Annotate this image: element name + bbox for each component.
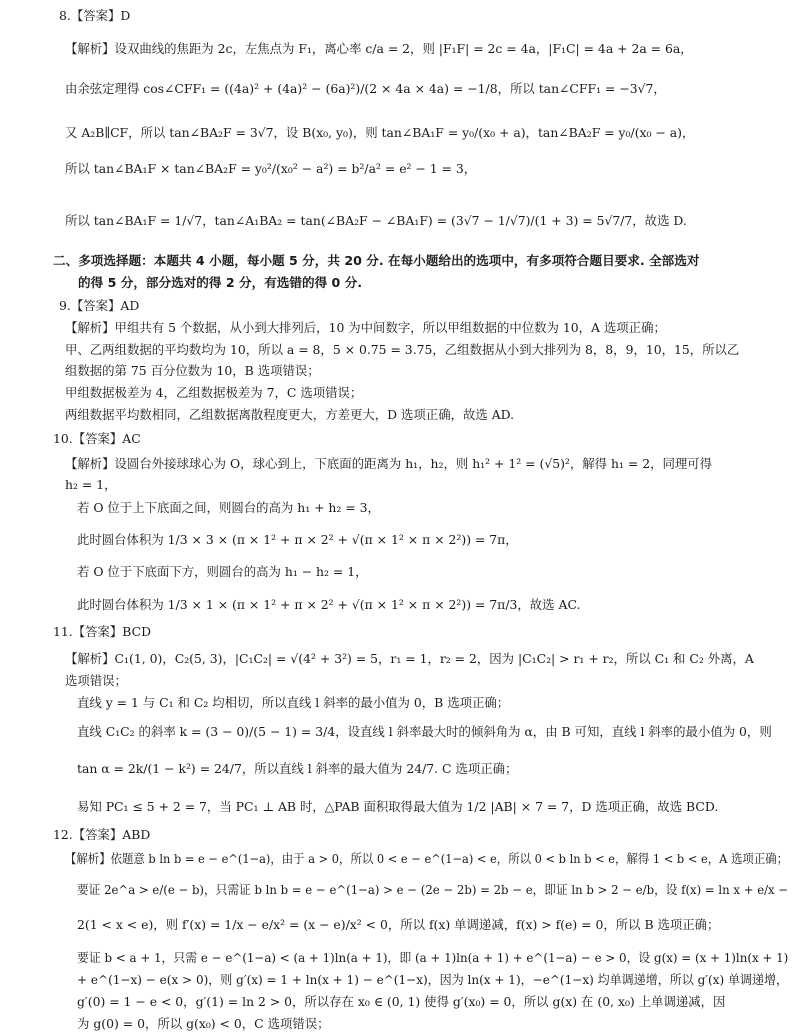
text-line: 所以 tan∠BA₁F × tan∠BA₂F = y₀²/(x₀² − a²) = b²/a² = e² − 1 = 3，: [65, 161, 477, 176]
text-line: 甲组数据极差为 4，乙组数据极差为 7，C 选项错误；: [65, 385, 363, 400]
text-line: 11.【答案】BCD: [53, 624, 152, 639]
text-line: 要证 b < a + 1，只需 e − e^(1−a) < (a + 1)ln(a + 1)，即 (a + 1)ln(a + 1) + e^(1−a) − e > 0，设 g(x) = (x + 1)ln(x + 1): [77, 950, 789, 965]
text-line: 所以 tan∠BA₁F = 1/√7，tan∠A₁BA₂ = tan(∠BA₂F − ∠BA₁F) = (3√7 − 1/√7)/(1 + 3) = 5√7/7，故选 D.: [65, 213, 687, 228]
text-line: 又 A₂B∥CF，所以 tan∠BA₂F = 3√7，设 B(x₀, y₀)，则 tan∠BA₁F = y₀/(x₀ + a)，tan∠BA₂F = y₀/(x₀ − a)，: [65, 125, 695, 140]
text-line: 选项错误；: [65, 673, 127, 688]
text-line: 10.【答案】AC: [53, 431, 141, 446]
text-line: 【解析】依题意 b ln b = e − e^(1−a)，由于 a > 0，所以 0 < e − e^(1−a) < e，所以 0 < b ln b < e，解得 1 < b < e，A 选项正确；: [65, 851, 789, 866]
text-line: 要证 2e^a > e/(e − b)，只需证 b ln b = e − e^(1−a) > e − (2e − 2b) = 2b − e，即证 ln b > 2 − e/b，设 f(x) = ln x + e/x −: [77, 882, 789, 897]
text-line: 此时圆台体积为 1/3 × 3 × (π × 1² + π × 2² + √(π × 1² × π × 2²)) = 7π，: [77, 532, 518, 547]
text-line: 【解析】设圆台外接球球心为 O，球心到上，下底面的距离为 h₁，h₂，则 h₁² + 1² = (√5)²，解得 h₁ = 2，同理可得: [65, 456, 713, 471]
text-line: 直线 C₁C₂ 的斜率 k = (3 − 0)/(5 − 1) = 3/4，设直线 l 斜率最大时的倾斜角为 α，由 B 可知，直线 l 斜率的最小值为 0，则: [77, 724, 772, 739]
section-heading-line: 二、多项选择题：本题共 4 小题，每小题 5 分，共 20 分. 在每小题给出的选项中，有多项符合题目要求. 全部选对: [53, 253, 700, 268]
text-line: 12.【答案】ABD: [53, 827, 151, 842]
text-line: 若 O 位于上下底面之间，则圆台的高为 h₁ + h₂ = 3，: [77, 500, 380, 515]
text-line: tan α = 2k/(1 − k²) = 24/7，所以直线 l 斜率的最大值为 24/7. C 选项正确；: [77, 761, 518, 776]
text-line: 【解析】C₁(1, 0)，C₂(5, 3)，|C₁C₂| = √(4² + 3²) = 5，r₁ = 1，r₂ = 2，因为 |C₁C₂| > r₁ + r₂，所以 C₁ 和 C₂ 外离，A: [65, 651, 754, 666]
text-line: 2(1 < x < e)，则 f′(x) = 1/x − e/x² = (x − e)/x² < 0，所以 f(x) 单调递减，f(x) > f(e) = 0，所以 B 选项正确；: [77, 917, 720, 932]
text-line: 直线 y = 1 与 C₁ 和 C₂ 均相切，所以直线 l 斜率的最小值为 0，B 选项正确；: [77, 695, 510, 710]
text-line: 甲、乙两组数据的平均数均为 10，所以 a = 8，5 × 0.75 = 3.75，乙组数据从小到大排列为 8，8，9，10，15，所以乙: [65, 342, 740, 357]
text-line: 组数据的第 75 百分位数为 10，B 选项错误；: [65, 363, 320, 378]
text-line: 此时圆台体积为 1/3 × 1 × (π × 1² + π × 2² + √(π × 1² × π × 2²)) = 7π/3，故选 AC.: [77, 597, 581, 612]
text-line: 由余弦定理得 cos∠CFF₁ = ((4a)² + (4a)² − (6a)²)/(2 × 4a × 4a) = −1/8，所以 tan∠CFF₁ = −3√7，: [65, 81, 666, 96]
text-line: 【解析】设双曲线的焦距为 2c，左焦点为 F₁，离心率 c/a = 2，则 |F₁F| = 2c = 4a，|F₁C| = 4a + 2a = 6a，: [65, 41, 693, 56]
section-heading-line: 的得 5 分，部分选对的得 2 分，有选错的得 0 分.: [78, 275, 363, 290]
text-line: 若 O 位于下底面下方，则圆台的高为 h₁ − h₂ = 1，: [77, 564, 368, 579]
text-line: 易知 PC₁ ≤ 5 + 2 = 7，当 PC₁ ⊥ AB 时，△PAB 面积取得最大值为 1/2 |AB| × 7 = 7，D 选项正确，故选 BCD.: [77, 799, 719, 814]
text-line: 9.【答案】AD: [59, 298, 140, 313]
text-line: g′(0) = 1 − e < 0，g′(1) = ln 2 > 0，所以存在 x₀ ∈ (0, 1) 使得 g′(x₀) = 0，所以 g(x) 在 (0, x₀) 上单调递减，因: [77, 994, 726, 1009]
text-line: 【解析】甲组共有 5 个数据，从小到大排列后，10 为中间数字，所以甲组数据的中位数为 10，A 选项正确；: [65, 320, 666, 335]
text-line: 为 g(0) = 0，所以 g(x₀) < 0，C 选项错误；: [77, 1016, 330, 1031]
text-line: 两组数据平均数相同，乙组数据离散程度更大，方差更大，D 选项正确，故选 AD.: [65, 407, 515, 422]
text-line: 8.【答案】D: [59, 8, 131, 23]
text-line: + e^(1−x) − e(x > 0)，则 g′(x) = 1 + ln(x + 1) − e^(1−x)，因为 ln(x + 1)，−e^(1−x) 均单调递增，所以 g′(x) 单调递增，: [77, 972, 789, 987]
text-line: h₂ = 1，: [65, 477, 117, 492]
